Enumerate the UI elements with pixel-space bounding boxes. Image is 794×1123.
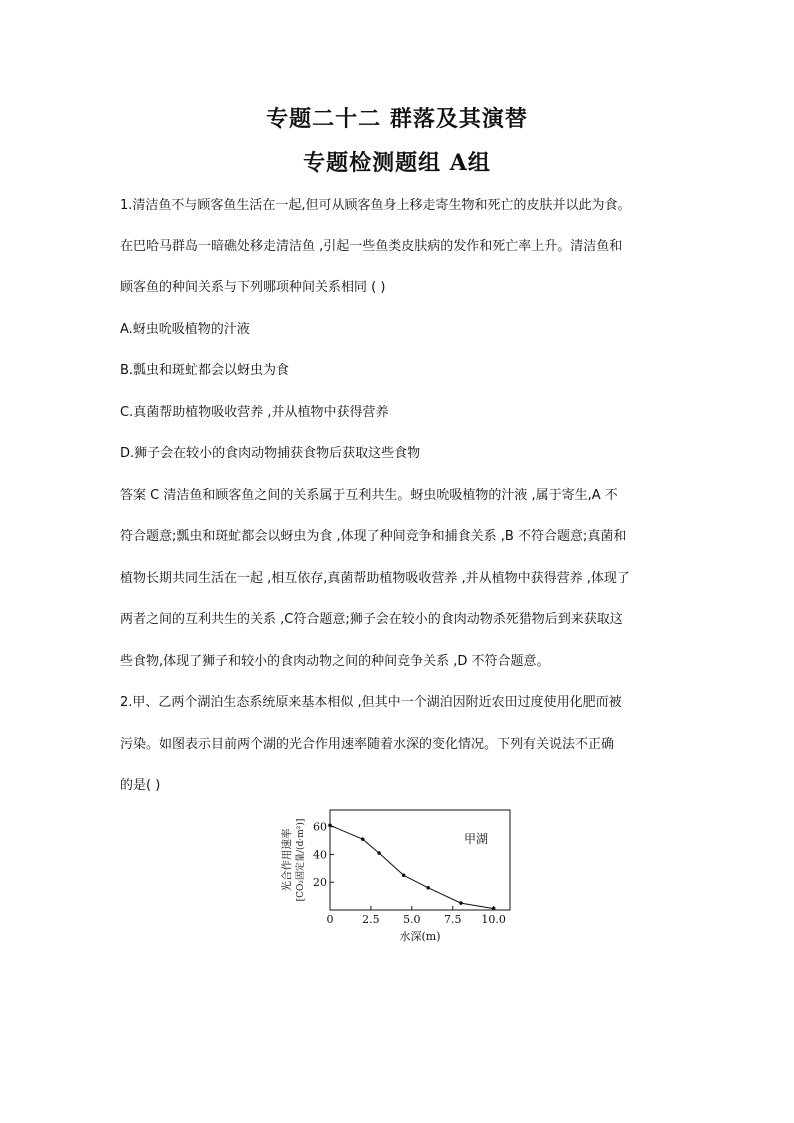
page-subtitle: 专题检测题组 A组 (303, 150, 491, 176)
answer-text: 植物长期共同生活在一起 ,相互依存,真菌帮助植物吸收营养 ,并从植物中获得营养 ,体现了 (120, 571, 630, 586)
option-b: B.瓢虫和斑虻都会以蚜虫为食 (120, 363, 290, 378)
question-1-text: 1.清洁鱼不与顾客鱼生活在一起,但可从顾客鱼身上移走寄生物和死亡的皮肤并以此为食。 (120, 198, 631, 213)
data-point (459, 901, 463, 905)
x-tick-label: 2.5 (362, 913, 380, 926)
option-d: D.狮子会在较小的食肉动物捕获食物后获取这些食物 (120, 446, 421, 461)
x-axis-label: 水深(m) (399, 930, 441, 943)
data-point (426, 886, 430, 890)
x-tick-label: 0 (326, 913, 334, 926)
option-a: A.蚜虫吮吸植物的汁液 (120, 322, 250, 337)
question-2-text: 的是( ) (120, 778, 161, 793)
data-point (361, 837, 365, 841)
x-tick-label: 5.0 (403, 913, 421, 926)
data-point (377, 851, 381, 855)
answer-text: 答案 C 清洁鱼和顾客鱼之间的关系属于互利共生。蚜虫吮吸植物的汁液 ,属于寄生,A 不 (120, 488, 618, 503)
x-tick-label: 10.0 (481, 913, 506, 926)
page-title: 专题二十二 群落及其演替 (266, 106, 528, 132)
plot-frame (330, 810, 510, 910)
chart-axes (330, 810, 510, 910)
option-c: C.真菌帮助植物吸收营养 ,并从植物中获得营养 (120, 405, 389, 420)
y-tick-label: 60 (313, 820, 327, 834)
photosynthesis-depth-chart (276, 803, 516, 948)
question-1-text: 在巴哈马群岛一暗礁处移走清洁鱼 ,引起一些鱼类皮肤病的发作和死亡率上升。清洁鱼和 (120, 239, 623, 254)
y-axis-label-line1: 光合作用速率 (281, 828, 293, 892)
legend-label: 甲湖 (463, 832, 488, 846)
data-point (402, 873, 406, 877)
x-tick-label: 7.5 (443, 913, 462, 926)
question-2-text: 2.甲、乙两个湖泊生态系统原来基本相似 ,但其中一个湖泊因附近农田过度使用化肥而被 (120, 695, 622, 710)
question-2-text: 污染。如图表示目前两个湖的光合作用速率随着水深的变化情况。下列有关说法不正确 (120, 737, 615, 752)
y-tick-label: 20 (313, 876, 327, 890)
y-tick-label: 40 (313, 848, 327, 862)
question-1-text: 顾客鱼的种间关系与下列哪项种间关系相同 ( ) (120, 280, 386, 295)
answer-text: 些食物,体现了狮子和较小的食肉动物之间的种间竞争关系 ,D 不符合题意。 (120, 654, 550, 669)
answer-text: 两者之间的互利共生的关系 ,C符合题意;狮子会在较小的食肉动物杀死猎物后到来获取这 (120, 612, 623, 627)
data-point (492, 907, 496, 911)
y-axis-label-line2: [CO₂固定量/(d·m²)] (296, 818, 306, 902)
data-point (328, 823, 332, 827)
answer-text: 符合题意;瓢虫和斑虻都会以蚜虫为食 ,体现了种间竞争和捕食关系 ,B 不符合题意;真菌和 (120, 529, 627, 544)
